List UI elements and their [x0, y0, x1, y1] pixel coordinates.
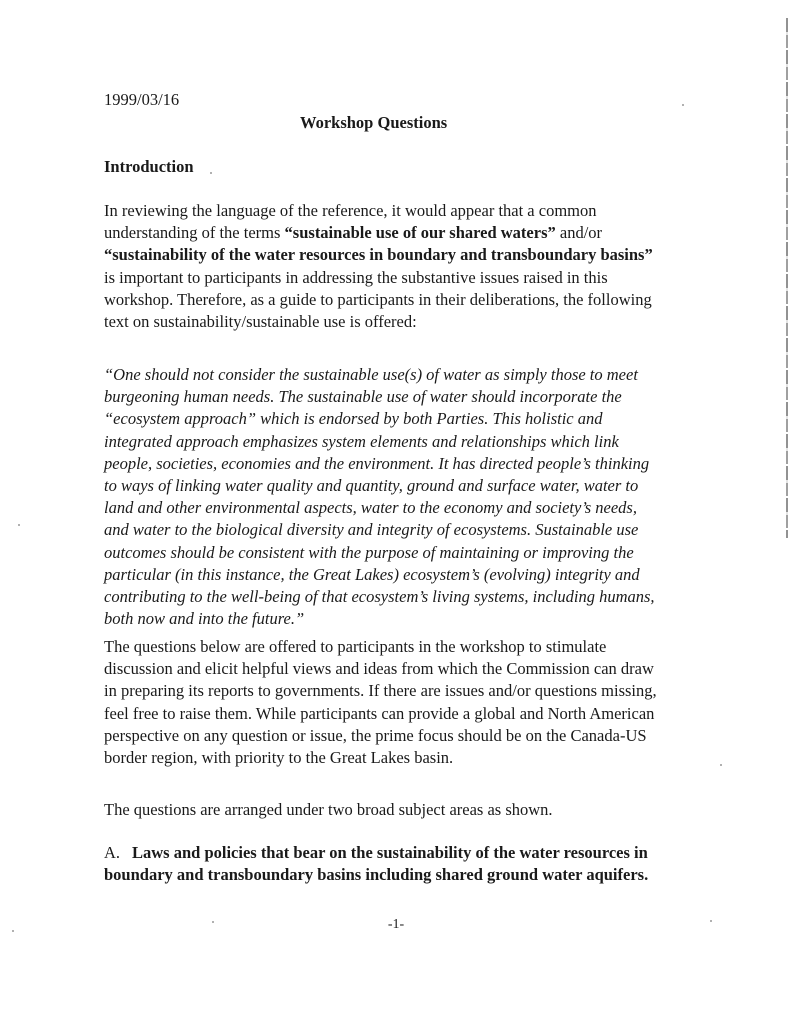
quote-line: people, societies, economies and the environment. It has directed people’s thinking	[104, 453, 650, 473]
scan-speck	[18, 524, 20, 526]
quote-line: particular (in this instance, the Great Lakes) ecosystem’s (evolving) integrity and	[104, 564, 640, 584]
sustainability-quote	[104, 364, 744, 630]
document-title: Workshop Questions	[300, 113, 448, 132]
text-line: perspective on any question or issue, the prime focus should be on the Canada-US	[104, 725, 647, 745]
text-line: border region, with priority to the Great Lakes basin.	[104, 748, 454, 768]
quote-line: “ecosystem approach” which is endorsed by both Parties. This holistic and	[104, 409, 603, 429]
text-line	[104, 244, 744, 266]
bold-term: “sustainable use of our shared waters”	[284, 223, 556, 243]
quote-line: “One should not consider the sustainable use(s) of water as simply those to meet	[104, 365, 638, 384]
text-line: The questions below are offered to participants in the workshop to stimulate	[104, 637, 607, 656]
text-line	[104, 222, 744, 244]
text-line: discussion and elicit helpful views and ideas from which the Commission can draw	[104, 659, 654, 679]
text-run: and/or	[555, 223, 603, 243]
text-line	[104, 200, 744, 222]
quote-line: and water to the biological diversity and integrity of ecosystems. Sustainable use	[104, 520, 639, 540]
scan-artifact-line	[786, 18, 788, 538]
scan-speck	[720, 764, 722, 766]
text-run: workshop. Therefore, as a guide to participants in their deliberations, the following	[104, 289, 652, 309]
scan-speck	[212, 921, 214, 923]
section-heading-introduction: Introduction	[104, 157, 194, 176]
quote-line: land and other environmental aspects, water to the economy and society’s needs,	[104, 498, 637, 518]
intro-paragraph	[104, 200, 744, 333]
quote-line: both now and into the future.”	[104, 609, 305, 629]
quote-line: burgeoning human needs. The sustainable use of water should incorporate the	[104, 387, 622, 407]
text-run: In reviewing the language of the reference, it would appear that a common	[104, 201, 597, 220]
text-line	[104, 267, 744, 289]
text-run: is important to participants in addressing the substantive issues raised in this	[104, 267, 608, 287]
text-line	[104, 842, 744, 864]
text-line: boundary and transboundary basins including shared ground water aquifers.	[104, 865, 649, 885]
section-a-heading	[104, 842, 744, 886]
scan-speck	[682, 104, 684, 106]
page-number: -1-	[387, 917, 405, 932]
arrangement-paragraph: The questions are arranged under two broad subject areas as shown.	[104, 800, 553, 819]
text-run: understanding of the terms	[104, 223, 285, 243]
text-run: Laws and policies that bear on the sustainability of the water resources in	[132, 843, 648, 862]
questions-paragraph	[104, 636, 744, 769]
section-a-label: A.	[104, 843, 121, 862]
quote-line: contributing to the well-being of that ecosystem’s living systems, including humans,	[104, 587, 655, 607]
text-line	[104, 311, 744, 333]
document-date: 1999/03/16	[104, 90, 180, 109]
scan-speck	[710, 920, 712, 922]
quote-line: outcomes should be consistent with the purpose of maintaining or improving the	[104, 542, 634, 562]
text-run: text on sustainability/sustainable use is offered:	[104, 312, 417, 332]
scan-speck	[210, 172, 212, 174]
scan-speck	[12, 930, 14, 932]
text-line: in preparing its reports to governments. If there are issues and/or questions missing,	[104, 681, 657, 701]
quote-line: to ways of linking water quality and quantity, ground and surface water, water to	[104, 476, 639, 496]
text-line: feel free to raise them. While participants can provide a global and North American	[104, 703, 655, 723]
quote-line: integrated approach emphasizes system elements and relationships which link	[104, 431, 619, 451]
bold-term: “sustainability of the water resources in boundary and transboundary basins”	[104, 245, 653, 265]
text-line	[104, 289, 744, 311]
